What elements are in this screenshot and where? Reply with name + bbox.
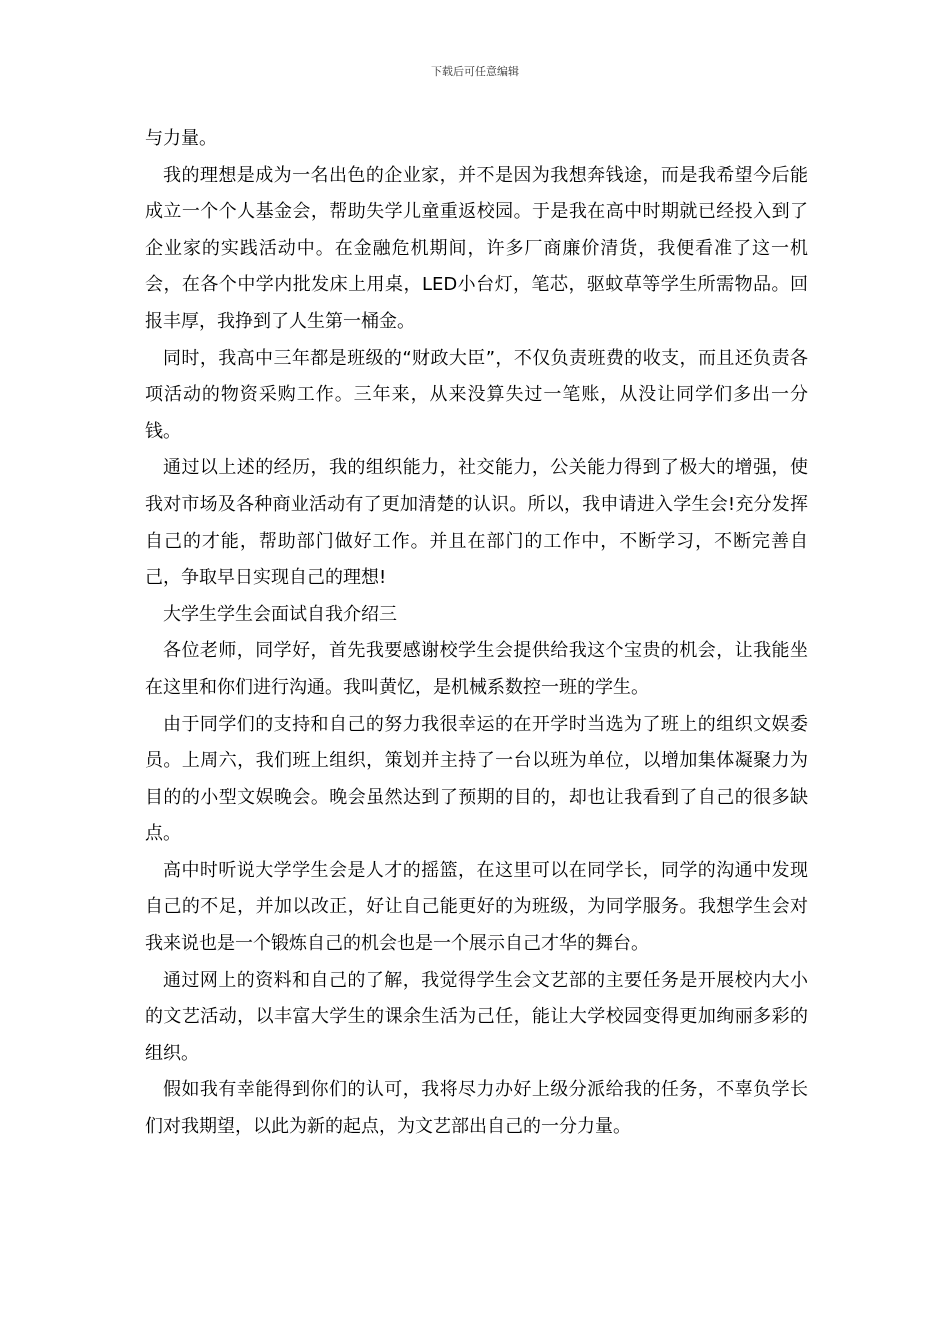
paragraph-1: 与力量。 (145, 128, 217, 149)
section-heading: 大学生学生会面试自我介绍三 (163, 603, 397, 625)
paragraph-6: 由于同学们的支持和自己的努力我很幸运的在开学时当选为了班上的组织文娱委员。上周六，我们班上组织，策划并主持了一台以班为单位，以增加集体凝聚力为目的的小型文娱晚会。晚会虽然达到了预期的目的，却也让我看到了自己的很多缺点。 (145, 713, 808, 845)
paragraph-8: 通过网上的资料和自己的了解，我觉得学生会文艺部的主要任务是开展校内大小的文艺活动，以丰富大学生的课余生活为己任，能让大学校园变得更加绚丽多彩的组织。 (145, 969, 808, 1064)
document-body (145, 121, 808, 1146)
paragraph-3: 同时，我高中三年都是班级的“财政大臣”，不仅负责班费的收支，而且还负责各项活动的物资采购工作。三年来，从来没算失过一笔账，从没让同学们多出一分钱。 (145, 347, 808, 442)
paragraph-7: 高中时听说大学学生会是人才的摇篮，在这里可以在同学长，同学的沟通中发现自己的不足，并加以改正，好让自己能更好的为班级，为同学服务。我想学生会对我来说也是一个锻炼自己的机会也是一个展示自己才华的舞台。 (145, 859, 808, 955)
page-header: 下载后可任意编辑 (431, 65, 519, 78)
paragraph-5: 各位老师，同学好，首先我要感谢校学生会提供给我这个宝贵的机会，让我能坐在这里和你们进行沟通。我叫黄忆，是机械系数控一班的学生。 (145, 640, 808, 698)
paragraph-9: 假如我有幸能得到你们的认可，我将尽力办好上级分派给我的任务，不辜负学长们对我期望，以此为新的起点，为文艺部出自己的一分力量。 (145, 1079, 808, 1138)
paragraph-2: 我的理想是成为一名出色的企业家，并不是因为我想奔钱途，而是我希望今后能成立一个个人基金会，帮助失学儿童重返校园。于是我在高中时期就已经投入到了企业家的实践活动中。在金融危机期间，许多厂商廉价清货，我便看准了这一机会，在各个中学内批发床上用桌，LED小台灯，笔芯，驱蚊草等学生所需物品。回报丰厚，我挣到了人生第一桶金。 (145, 164, 808, 332)
paragraph-4: 通过以上述的经历，我的组织能力，社交能力，公关能力得到了极大的增强，使我对市场及各种商业活动有了更加清楚的认识。所以，我申请进入学生会!充分发挥自己的才能，帮助部门做好工作。并且在部门的工作中，不断学习，不断完善自己，争取早日实现自己的理想! (145, 457, 808, 589)
